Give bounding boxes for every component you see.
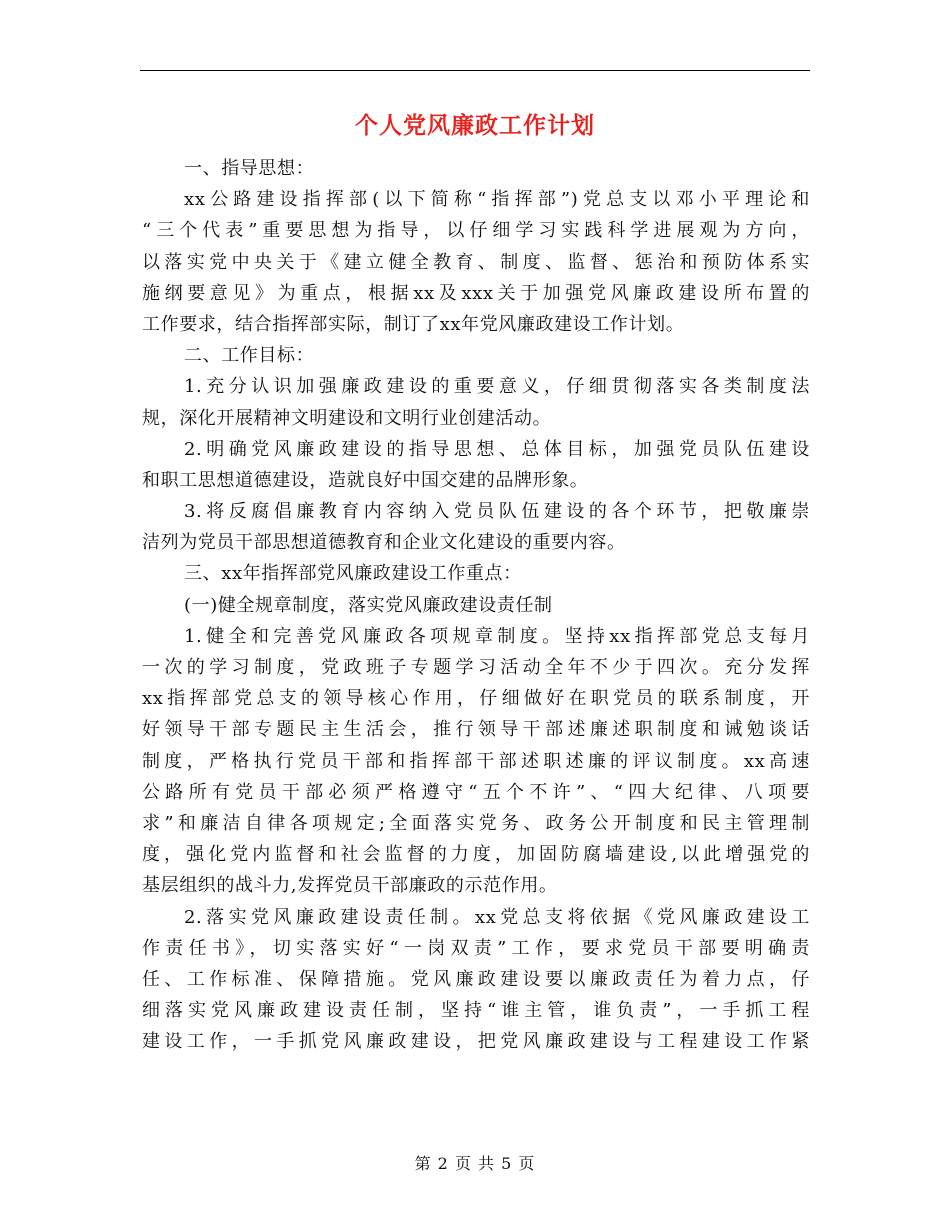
paragraph-line: 2.明确党风廉政建设的指导思想、总体目标，加强党员队伍建设 (184, 438, 810, 460)
header-rule (140, 70, 810, 71)
paragraph-line: 公路所有党员干部必须严格遵守“五个不许”、“四大纪律、八项要 (142, 781, 810, 803)
subsection-heading-1: (一)健全规章制度，落实党风廉政建设责任制 (184, 594, 553, 616)
paragraph-line: 施纲要意见》为重点，根据xx及xxx关于加强党风廉政建设所布置的 (142, 282, 810, 304)
paragraph-line: 规，深化开展精神文明建设和文明行业创建活动。 (142, 407, 552, 429)
paragraph-line: 任、工作标准、保障措施。党风廉政建设要以廉政责任为着力点，仔 (142, 968, 810, 990)
paragraph-line: “三个代表”重要思想为指导，以仔细学习实践科学进展观为方向， (142, 220, 810, 242)
paragraph-line: 1.健全和完善党风廉政各项规章制度。坚持xx指挥部党总支每月 (184, 625, 810, 647)
paragraph-line: 2.落实党风廉政建设责任制。xx党总支将依据《党风廉政建设工 (184, 906, 810, 928)
paragraph-line: 细落实党风廉政建设责任制，坚持“谁主管，谁负责”，一手抓工程 (142, 1000, 810, 1022)
paragraph-line: 作责任书》，切实落实好“一岗双责”工作，要求党员干部要明确责 (142, 937, 810, 959)
paragraph-line: 建设工作，一手抓党风廉政建设，把党风廉政建设与工程建设工作紧 (142, 1031, 810, 1053)
paragraph-line: 以落实党中央关于《建立健全教育、制度、监督、惩治和预防体系实 (142, 251, 810, 273)
document-body (142, 153, 810, 1057)
section-heading-1: 一、指导思想： (184, 158, 315, 179)
page-number: 第 2 页 共 5 页 (414, 1154, 536, 1173)
document-title: 个人党风廉政工作计划 (355, 112, 595, 139)
paragraph-line: 工作要求，结合指挥部实际，制订了xx年党风廉政建设工作计划。 (142, 313, 685, 335)
paragraph-line: xx指挥部党总支的领导核心作用，仔细做好在职党员的联系制度，开 (142, 688, 810, 710)
paragraph-line: 度，强化党内监督和社会监督的力度，加固防腐墙建设,以此增强党的 (142, 844, 810, 866)
paragraph-line: 好领导干部专题民主生活会，推行领导干部述廉述职制度和诫勉谈话 (142, 719, 810, 741)
paragraph-line: 洁列为党员干部思想道德教育和企业文化建设的重要内容。 (142, 532, 626, 554)
paragraph-line: 一次的学习制度，党政班子专题学习活动全年不少于四次。充分发挥 (142, 657, 810, 678)
paragraph-line: 和职工思想道德建设，造就良好中国交建的品牌形象。 (142, 469, 589, 491)
paragraph-line: 求”和廉洁自律各项规定;全面落实党务、政务公开制度和民主管理制 (142, 812, 810, 834)
section-heading-2: 二、工作目标： (184, 345, 315, 367)
paragraph-line: 3.将反腐倡廉教育内容纳入党员队伍建设的各个环节，把敬廉崇 (184, 501, 810, 523)
section-heading-3: 三、xx年指挥部党风廉政建设工作重点： (184, 563, 522, 585)
paragraph-line: 基层组织的战斗力,发挥党员干部廉政的示范作用。 (142, 875, 558, 897)
paragraph-line: 制度，严格执行党员干部和指挥部干部述职述廉的评议制度。xx高速 (142, 750, 810, 772)
paragraph-line: 1.充分认识加强廉政建设的重要意义，仔细贯彻落实各类制度法 (184, 376, 810, 398)
paragraph-line: xx公路建设指挥部(以下简称“指挥部”)党总支以邓小平理论和 (184, 189, 810, 211)
